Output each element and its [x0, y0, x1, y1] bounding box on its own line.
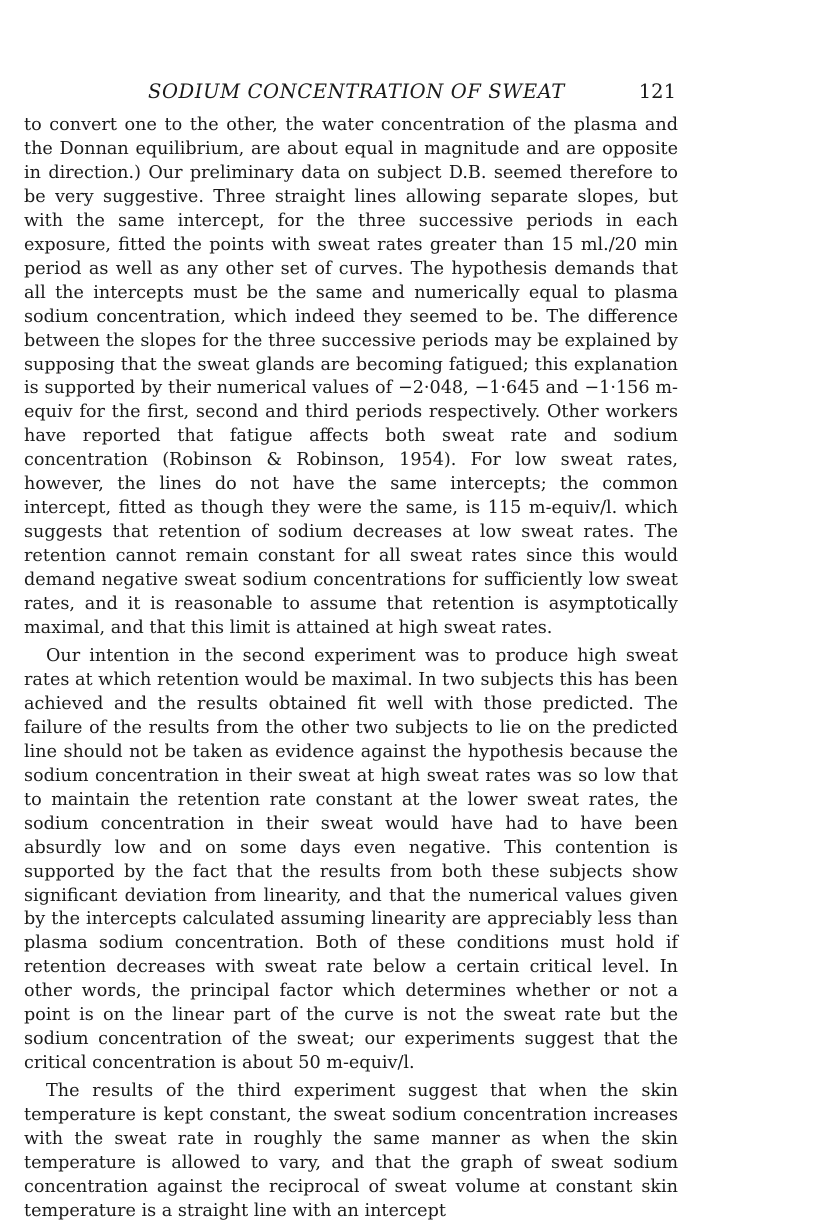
- page-number: 121: [638, 80, 676, 103]
- body-text: [24, 114, 678, 1224]
- paragraph-third-experiment: The results of the third experiment suggest that when the skin temperature is kept constant, the sweat sodium concentration increases with the sweat rate in roughly the same manner as when the skin temperature is allowed to vary, and that the graph of sweat sodium concentration against the reciprocal of sweat volume at constant skin temperature is a straight line with an intercept: [24, 1081, 678, 1221]
- journal-page: [24, 80, 678, 1228]
- running-title: SODIUM CONCENTRATION OF SWEAT: [148, 80, 565, 103]
- running-header: [24, 80, 678, 114]
- paragraph-second-experiment: Our intention in the second experiment was to produce high sweat rates at which retention would be maximal. In two subjects this has been achieved and the results obtained fit well with those predicted. The failure of the results from the other two subjects to lie on the predicted line should not be taken as evidence against the hypothesis because the sodium concentration in their sweat at high sweat rates was so low that to maintain the retention rate constant at the lower sweat rates, the sodium concentration in their sweat would have had to have been absurdly low and on some days even negative. This contention is supported by the fact that the results from both these subjects show significant deviation from linearity, and that the numerical values given by the intercepts calculated assuming linearity are appreciably less than plasma sodium concentration. Both of these conditions must hold if retention decreases with sweat rate below a certain critical level. In other words, the principal factor which determines whether or not a point is on the linear part of the curve is not the sweat rate but the sodium concentration of the sweat; our experiments suggest that the critical concentration is about 50 m-equiv/l.: [24, 645, 678, 1074]
- paragraph-continuation: to convert one to the other, the water concentration of the plasma and the Donnan equilibrium, are about equal in magnitude and are opposite in direction.) Our preliminary data on subject D.B. seemed therefore to be very suggestive. Three straight lines allowing separate slopes, but with the same intercept, for the three successive periods in each exposure, fitted the points with sweat rates greater than 15 ml./20 min period as well as any other set of curves. The hypothesis demands that all the intercepts must be the same and numerically equal to plasma sodium concentration, which indeed they seemed to be. The difference between the slopes for the three successive periods may be explained by supposing that the sweat glands are becoming fatigued; this explanation is supported by their numerical values of −2·048, −1·645 and −1·156 m-equiv for the first, second and third periods respectively. Other workers have reported that fatigue affects both sweat rate and sodium concentration (Robinson & Robinson, 1954). For low sweat rates, however, the lines do not have the same intercepts; the common intercept, fitted as though they were the same, is 115 m-equiv/l. which suggests that retention of sodium decreases at low sweat rates. The retention cannot remain constant for all sweat rates since this would demand negative sweat sodium concentrations for sufficiently low sweat rates, and it is reasonable to assume that retention is asymptotically maximal, and that this limit is attained at high sweat rates.: [24, 115, 678, 639]
